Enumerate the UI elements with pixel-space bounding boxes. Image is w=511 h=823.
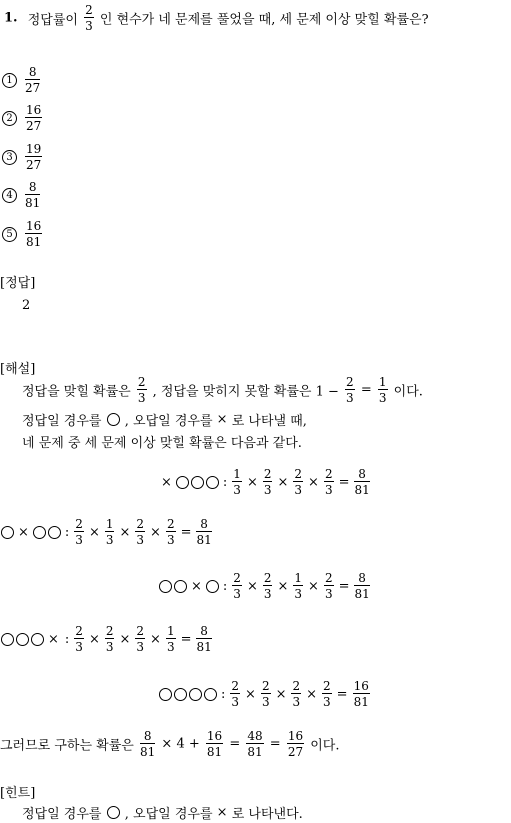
case-fraction: $\frac{2}{3}$ <box>261 679 270 709</box>
case-fraction: $\frac{1}{3}$ <box>233 467 241 497</box>
case-fraction: $\frac{2}{3}$ <box>324 467 333 497</box>
explanation-line3: 네 문제 중 세 문제 이상 맞힐 확률은 다음과 같다. <box>22 436 302 451</box>
explanation-line2: 정답일 경우를 , 오답일 경우를 × 로 나타낼 때, <box>22 412 307 429</box>
choice-fraction: $\frac{8}{81}$ <box>25 180 41 210</box>
case-fraction: $\frac{2}{3}$ <box>323 679 331 709</box>
choice-item <box>2 104 44 132</box>
explanation-label: [해설] <box>0 362 36 377</box>
wrong-x-mark: × <box>216 805 228 820</box>
correct-circle-icon <box>1 633 14 646</box>
choice-item <box>2 181 42 209</box>
wrong-x-mark: × <box>18 524 29 540</box>
case-fraction: $\frac{2}{3}$ <box>75 517 83 547</box>
case-fraction: $\frac{2}{3}$ <box>233 571 241 601</box>
case-fraction: $\frac{2}{3}$ <box>292 679 301 709</box>
correct-circle-icon <box>1 526 14 539</box>
case-result: $\frac{8}{81}$ <box>354 571 370 601</box>
correct-circle-icon <box>159 688 172 701</box>
question-fraction: $\frac{2}{3}$ <box>85 3 93 33</box>
correct-circle-icon <box>48 526 61 539</box>
question-text-before: 정답률이 <box>27 12 78 28</box>
case-fraction: $\frac{2}{3}$ <box>136 517 145 547</box>
case-fraction: $\frac{2}{3}$ <box>263 467 272 497</box>
question-text-after: 인 현수가 네 문제를 풀었을 때, 세 문제 이상 맞힐 확률은? <box>99 12 429 28</box>
choice-fraction: $\frac{16}{81}$ <box>26 219 42 249</box>
case-fraction: $\frac{2}{3}$ <box>294 467 303 497</box>
choice-fraction: $\frac{19}{27}$ <box>26 142 42 172</box>
correct-circle-icon <box>31 633 44 646</box>
case-row: × : $\frac{2}{3}$ × $\frac{2}{3}$ × $\frac{1}{3}$ × $\frac{2}{3}$ = $\frac{8}{81}$ <box>158 572 372 600</box>
case-fraction: $\frac{2}{3}$ <box>324 571 333 601</box>
correct-circle-icon <box>107 806 120 819</box>
answer-label: [정답] <box>0 276 36 291</box>
correct-circle-icon <box>189 688 202 701</box>
choice-fraction: $\frac{16}{27}$ <box>26 103 42 133</box>
correct-circle-icon <box>191 476 204 489</box>
explanation-line1: 정답을 맞힐 확률은 $\frac{2}{3}$ , 정답을 맞히지 못할 확률은 1 − $\frac{2}{3}$ = $\frac{1}{3}$ 이다. <box>22 375 423 405</box>
wrong-x-mark: × <box>48 631 59 647</box>
case-fraction: $\frac{2}{3}$ <box>136 624 145 654</box>
correct-circle-icon <box>107 413 120 426</box>
case-fraction: $\frac{1}{3}$ <box>105 517 114 547</box>
correct-circle-icon <box>176 476 189 489</box>
wrong-x-mark: × <box>216 412 228 427</box>
choice-fraction: $\frac{8}{27}$ <box>25 65 41 95</box>
choice-marker: 2 <box>2 111 17 126</box>
case-row: : $\frac{2}{3}$ × $\frac{2}{3}$ × $\frac{2}{3}$ × $\frac{2}{3}$ = $\frac{16}{81}$ <box>158 680 372 708</box>
choice-item <box>2 220 44 248</box>
correct-circle-icon <box>206 580 219 593</box>
case-fraction: $\frac{2}{3}$ <box>105 624 114 654</box>
correct-circle-icon <box>174 688 187 701</box>
choice-marker: 5 <box>2 227 17 242</box>
case-fraction: $\frac{2}{3}$ <box>75 624 83 654</box>
choice-item <box>2 66 42 94</box>
hint-label: [힌트] <box>0 786 36 801</box>
case-fraction: $\frac{2}{3}$ <box>231 679 240 709</box>
case-row: × : $\frac{2}{3}$ × $\frac{1}{3}$ × $\frac{2}{3}$ × $\frac{2}{3}$ = $\frac{8}{81}$ <box>0 518 214 546</box>
case-fraction: $\frac{1}{3}$ <box>294 571 303 601</box>
wrong-x-mark: × <box>161 474 172 490</box>
case-row: × : $\frac{1}{3}$ × $\frac{2}{3}$ × $\frac{2}{3}$ × $\frac{2}{3}$ = $\frac{8}{81}$ <box>161 467 370 497</box>
case-fraction: $\frac{2}{3}$ <box>166 517 175 547</box>
case-result: $\frac{8}{81}$ <box>196 517 212 547</box>
choice-item <box>2 143 44 171</box>
case-fraction: $\frac{1}{3}$ <box>166 624 175 654</box>
conclusion: 그러므로 구하는 확률은 $\frac{8}{81}$ × 4 + $\frac{16}{81}$ = $\frac{48}{81}$ = $\frac{16}{27}$ 이다. <box>0 729 340 759</box>
choice-marker: 4 <box>2 188 17 203</box>
case-row: × : $\frac{2}{3}$ × $\frac{2}{3}$ × $\frac{2}{3}$ × $\frac{1}{3}$ = $\frac{8}{81}$ <box>0 625 214 653</box>
correct-circle-icon <box>206 476 219 489</box>
case-result: $\frac{16}{81}$ <box>353 679 369 709</box>
case-fraction: $\frac{2}{3}$ <box>263 571 272 601</box>
correct-circle-icon <box>33 526 46 539</box>
wrong-x-mark: × <box>191 578 202 594</box>
case-result: $\frac{8}{81}$ <box>354 467 370 497</box>
choice-marker: 1 <box>2 73 17 88</box>
correct-circle-icon <box>204 688 217 701</box>
case-result: $\frac{8}{81}$ <box>196 624 212 654</box>
question <box>4 4 429 32</box>
correct-circle-icon <box>159 580 172 593</box>
correct-circle-icon <box>16 633 29 646</box>
question-number: 1. <box>4 10 18 26</box>
choice-marker: 3 <box>2 150 17 165</box>
correct-circle-icon <box>174 580 187 593</box>
hint-text: 정답일 경우를 , 오답일 경우를 × 로 나타낸다. <box>22 805 303 822</box>
answer-value: 2 <box>22 298 31 313</box>
